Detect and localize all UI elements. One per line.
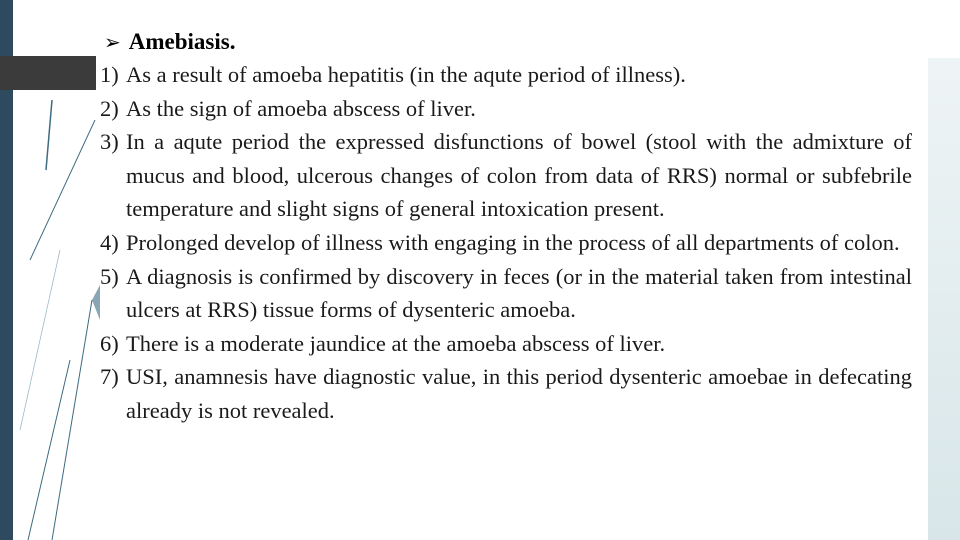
right-edge-gradient bbox=[928, 58, 960, 540]
item-number: 5) bbox=[100, 263, 119, 289]
item-text: There is a moderate jaundice at the amoeba abscess of liver. bbox=[126, 330, 666, 356]
item-text: A diagnosis is confirmed by discovery in feces (or in the material taken from intestinal ulcers at RRS) tissue forms of dysenteric amoeba. bbox=[126, 263, 912, 323]
item-number: 1) bbox=[100, 62, 119, 87]
numbered-list bbox=[100, 58, 912, 428]
list-item bbox=[100, 58, 912, 92]
list-item bbox=[100, 360, 912, 427]
list-item bbox=[100, 92, 912, 126]
slide-heading bbox=[104, 26, 235, 59]
item-text: USI, anamnesis have diagnostic value, in this period dysenteric amoebae in defecating already is not revealed. bbox=[126, 364, 912, 423]
item-text: As the sign of amoeba abscess of liver. bbox=[126, 95, 476, 121]
item-number: 6) bbox=[100, 330, 119, 356]
item-number: 7) bbox=[100, 364, 119, 390]
list-item bbox=[100, 260, 912, 327]
accent-block bbox=[0, 56, 96, 90]
item-text: As a result of amoeba hepatitis (in the aqute period of illness). bbox=[126, 62, 686, 87]
list-item bbox=[100, 327, 912, 361]
item-text: Prolonged develop of illness with engaging in the process of all departments of colon. bbox=[126, 229, 900, 255]
item-text: In a aqute period the expressed disfunctions of bowel (stool with the admixture of mucus and blood, ulcerous changes of colon from data of RRS) normal or subfebrile temperature and slight signs of general intoxication present. bbox=[126, 129, 912, 222]
list-item bbox=[100, 125, 912, 226]
heading-text: Amebiasis. bbox=[128, 29, 236, 54]
list-item bbox=[100, 226, 912, 260]
item-number: 4) bbox=[100, 229, 119, 255]
slide-content bbox=[100, 22, 926, 530]
arrow-bullet-icon: ➢ bbox=[104, 32, 121, 54]
item-number: 3) bbox=[100, 129, 119, 155]
item-number: 2) bbox=[100, 95, 119, 121]
